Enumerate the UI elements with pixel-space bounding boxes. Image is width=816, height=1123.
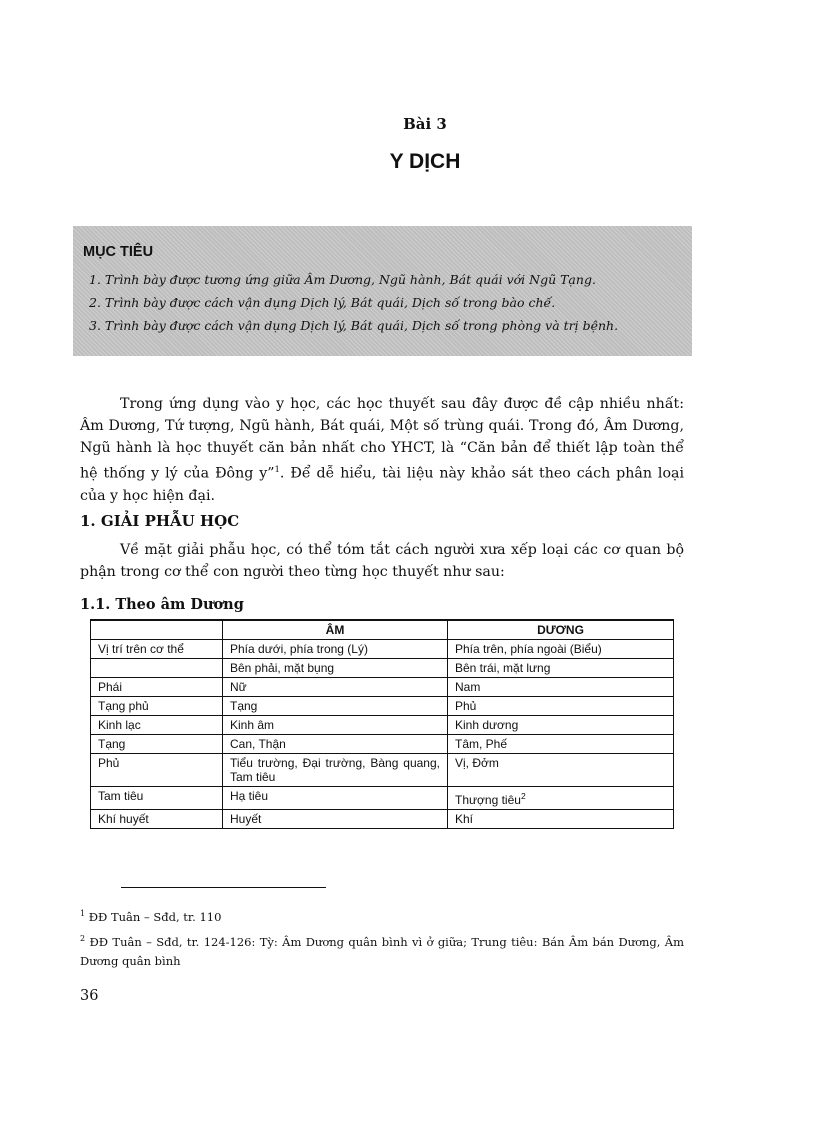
am-cell: Tiểu trường, Đại trường, Bàng quang, Tam tiêu: [223, 754, 448, 787]
duong-cell: Phủ: [448, 697, 674, 716]
row-label: Tạng phủ: [91, 697, 223, 716]
duong-cell: [448, 787, 674, 810]
table-header-cell: ÂM: [223, 620, 448, 640]
row-label: Kinh lạc: [91, 716, 223, 735]
intro-paragraph: [80, 393, 684, 507]
am-cell: Can, Thận: [223, 735, 448, 754]
table-row: [91, 810, 674, 829]
yin-yang-table: [90, 619, 674, 829]
footnote-text: ĐĐ Tuân – Sđd, tr. 124-126: Tỳ: Âm Dương quân bình vì ở giữa; Trung tiêu: Bán Âm bán Dương, Âm Dương quân bình: [80, 934, 684, 968]
row-label: Phủ: [91, 754, 223, 787]
objective-item: 3. Trình bày được cách vận dụng Dịch lý, Bát quái, Dịch số trong phòng và trị bệnh.: [89, 318, 619, 333]
duong-cell-text: Thượng tiêu: [455, 793, 521, 807]
duong-cell: Bên trái, mặt lưng: [448, 659, 674, 678]
section-heading: 1. GIẢI PHẪU HỌC: [80, 512, 240, 530]
lesson-title: Y DỊCH: [389, 150, 461, 173]
footnote-number: 2: [80, 934, 86, 943]
lesson-number: Bài 3: [403, 115, 447, 133]
intro-text: Trong ứng dụng vào y học, các học thuyết sau đây được đề cập nhiều nhất: Âm Dương, Tứ tượng, Ngũ hành, Bát quái, Một số trùng quái. Trong đó, Âm Dương, Ngũ hành là học thuyết căn bản nhất cho YHCT, là “Căn bản để thiết lập toàn thể hệ thống y lý của Đông y”: [80, 396, 684, 482]
duong-cell: Tâm, Phế: [448, 735, 674, 754]
table-row: [91, 787, 674, 810]
objectives-heading: MỤC TIÊU: [83, 244, 154, 260]
footnote-text: ĐĐ Tuân – Sđd, tr. 110: [88, 909, 222, 924]
row-label: Phái: [91, 678, 223, 697]
am-cell: Phía dưới, phía trong (Lý): [223, 640, 448, 659]
section-paragraph: Về mặt giải phẫu học, có thể tóm tắt cách người xưa xếp loại các cơ quan bộ phận trong cơ thể con người theo từng học thuyết như sau:: [80, 542, 684, 580]
table-row: [91, 678, 674, 697]
objective-item: 1. Trình bày được tương ứng giữa Âm Dương, Ngũ hành, Bát quái với Ngũ Tạng.: [89, 272, 596, 287]
table-row: [91, 640, 674, 659]
table-row: [91, 754, 674, 787]
am-cell: Huyết: [223, 810, 448, 829]
row-label: Vị trí trên cơ thể: [91, 640, 223, 659]
footnote-divider: [121, 887, 326, 888]
duong-cell: Phía trên, phía ngoài (Biểu): [448, 640, 674, 659]
objectives-box: [73, 226, 692, 356]
footnote: [80, 929, 684, 971]
table-row: [91, 659, 674, 678]
table-header-cell: [91, 620, 223, 640]
duong-cell: Khí: [448, 810, 674, 829]
footnote-number: 1: [80, 909, 86, 918]
table-row: [91, 735, 674, 754]
table-row: [91, 716, 674, 735]
footnote: [80, 904, 684, 927]
intro-text-end: . Để dễ hiểu, tài liệu này khảo sát theo cách phân loại của y học hiện đại.: [80, 465, 684, 504]
table-header-cell: DƯƠNG: [448, 620, 674, 640]
table-row: [91, 697, 674, 716]
am-cell: Kinh âm: [223, 716, 448, 735]
duong-cell: Vị, Đởm: [448, 754, 674, 787]
duong-cell: Nam: [448, 678, 674, 697]
am-cell: Nữ: [223, 678, 448, 697]
footnote-ref: 2: [520, 791, 526, 801]
am-cell: Tạng: [223, 697, 448, 716]
row-label: Tam tiêu: [91, 787, 223, 810]
footnote-ref: 1: [274, 465, 280, 475]
am-cell: Hạ tiêu: [223, 787, 448, 810]
table-header-row: [91, 620, 674, 640]
page-number: 36: [80, 988, 99, 1004]
row-label: [91, 659, 223, 678]
duong-cell: Kinh dương: [448, 716, 674, 735]
row-label: Tạng: [91, 735, 223, 754]
objective-item: 2. Trình bày được cách vận dụng Dịch lý, Bát quái, Dịch số trong bào chế.: [89, 295, 556, 310]
subsection-heading: 1.1. Theo âm Dương: [80, 596, 244, 613]
am-cell: Bên phải, mặt bụng: [223, 659, 448, 678]
row-label: Khí huyết: [91, 810, 223, 829]
